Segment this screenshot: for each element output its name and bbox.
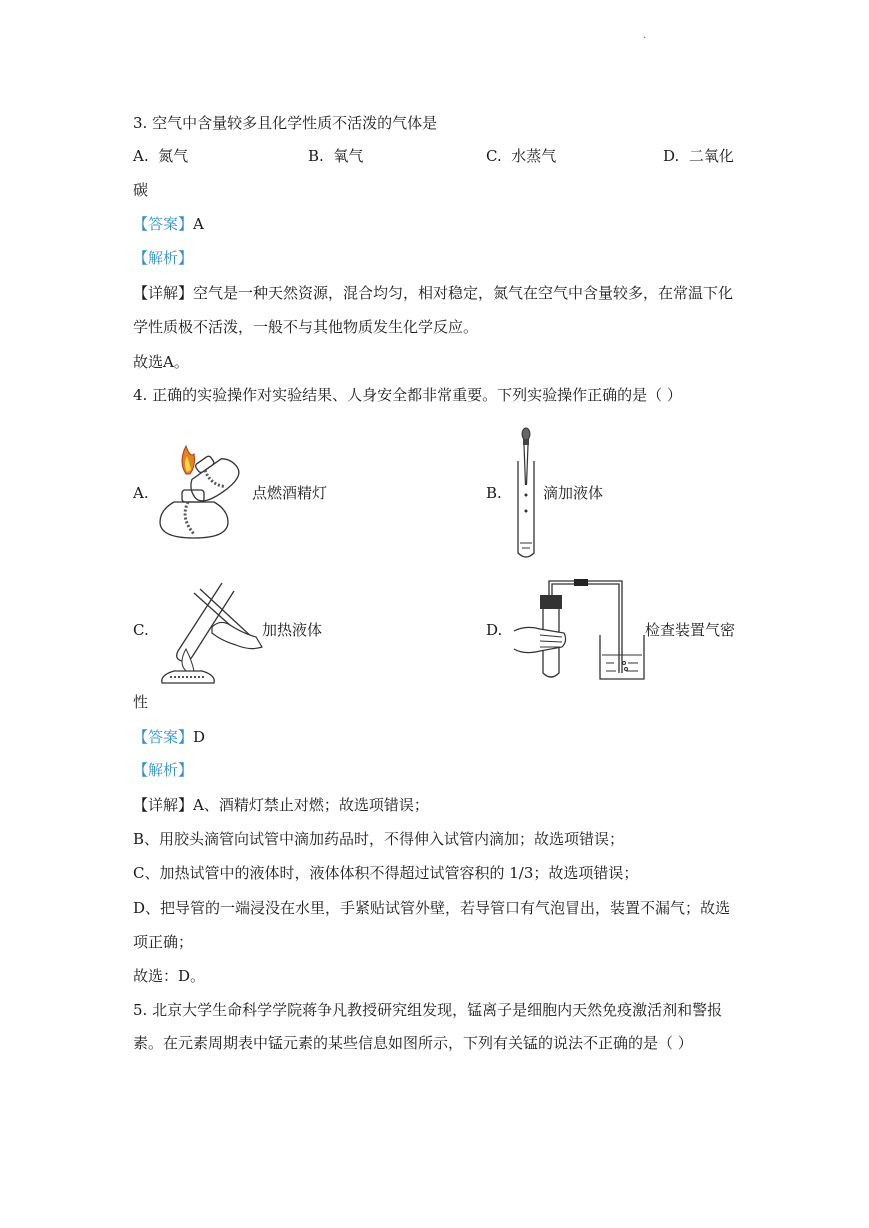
q4-option-d-wrap: 性 [133, 693, 149, 711]
q4-answer: 【答案】D [133, 728, 206, 746]
q4-stem: 4. 正确的实验操作对实验结果、人身安全都非常重要。下列实验操作正确的是（ ） [133, 386, 682, 404]
airtightness-figure [510, 575, 650, 683]
q4-detail-line: 项正确； [133, 933, 194, 951]
q4-option-b-text: 滴加液体 [543, 484, 604, 502]
q3-option-a: A. 氮气 [133, 147, 189, 165]
q5-stem-line1: 5. 北京大学生命科学学院蒋争凡教授研究组发现，锰离子是细胞内天然免疫激活剂和警报 [133, 1001, 723, 1019]
q4-option-c-text: 加热液体 [262, 621, 323, 639]
q3-conclusion: 故选A。 [133, 353, 189, 371]
q3-option-b: B. 氧气 [308, 147, 364, 165]
q3-option-d-wrap: 碳 [133, 181, 149, 199]
q4-option-a-text: 点燃酒精灯 [252, 484, 328, 502]
q3-detail-line2: 学性质极不活泼，一般不与其他物质发生化学反应。 [133, 318, 479, 336]
answer-tag: 【答案】 [133, 728, 194, 746]
q4-detail-line: B、用胶头滴管向试管中滴加药品时，不得伸入试管内滴加；故选项错误； [133, 830, 625, 848]
dropper-figure [510, 425, 542, 563]
q3-option-c: C. 水蒸气 [486, 147, 557, 165]
header-mark: . [643, 30, 647, 41]
q4-conclusion: 故选：D。 [133, 967, 206, 985]
q3-answer: 【答案】A [133, 215, 204, 233]
q4-detail-line: D、把导管的一端浸没在水里，手紧贴试管外壁，若导管口有气泡冒出，装置不漏气；故选 [133, 899, 731, 917]
answer-tag: 【答案】 [133, 215, 194, 233]
heating-liquid-figure [150, 575, 265, 687]
q4-option-c-letter: C. [133, 621, 149, 639]
q4-analysis-tag: 【解析】 [133, 761, 194, 779]
q4-detail-line: 【详解】A、酒精灯禁止对燃；故选项错误； [133, 796, 429, 814]
q4-detail-line: C、加热试管中的液体时，液体体积不得超过试管容积的 1/3；故选项错误； [133, 864, 639, 882]
q3-detail-line1: 【详解】空气是一种天然资源，混合均匀，相对稳定，氮气在空气中含量较多，在常温下化 [133, 284, 734, 302]
q5-stem-line2: 素。在元素周期表中锰元素的某些信息如图所示，下列有关锰的说法不正确的是（ ） [133, 1034, 693, 1052]
q4-option-d-text: 检查装置气密 [645, 621, 736, 639]
q3-analysis-tag: 【解析】 [133, 249, 194, 267]
q3-stem: 3. 空气中含量较多且化学性质不活泼的气体是 [133, 114, 438, 132]
q3-option-d: D. 二氧化 [663, 147, 734, 165]
alcohol-lamp-figure [152, 440, 248, 544]
q4-option-a-letter: A. [133, 484, 149, 502]
q4-option-b-letter: B. [486, 484, 502, 502]
q4-option-d-letter: D. [486, 621, 503, 639]
